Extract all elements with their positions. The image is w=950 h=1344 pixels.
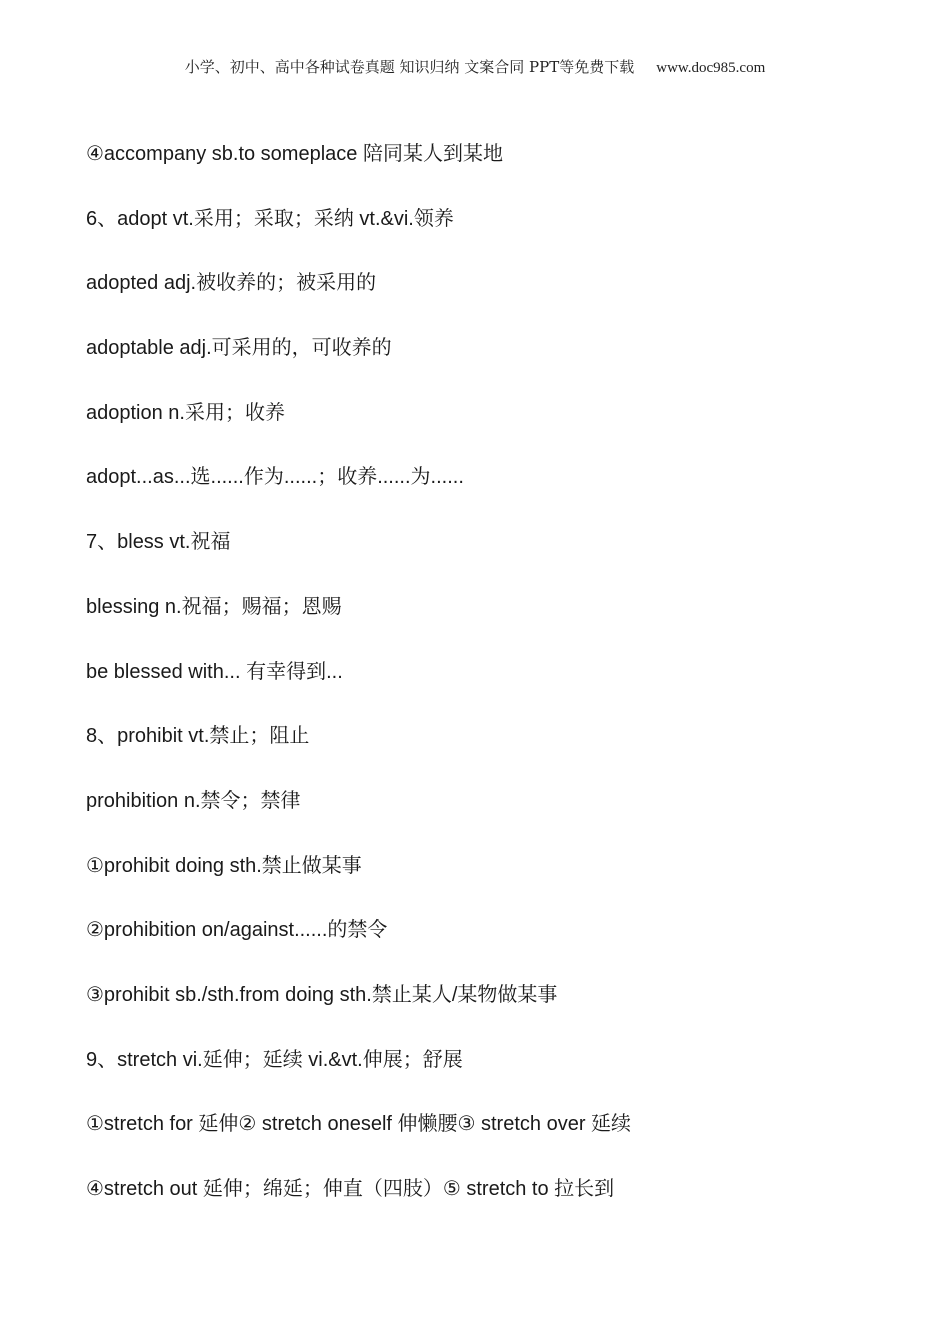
- text-line: ①prohibit doing sth.禁止做某事: [86, 854, 362, 877]
- text-line: adoptable adj.可采用的，可收养的: [86, 337, 392, 360]
- text-line: blessing n.祝福；赐福；恩赐: [86, 595, 342, 618]
- text-line: 6、adopt vt.采用；采取；采纳 vt.&vi.领养: [86, 207, 454, 230]
- text-line: ④stretch out 延伸；绵延；伸直（四肢）⑤ stretch to 拉长到: [86, 1178, 615, 1200]
- text-line: adopted adj.被收养的；被采用的: [86, 272, 377, 295]
- text-line: 7、bless vt.祝福: [86, 531, 231, 554]
- text-line: adoption n.采用；收养: [86, 401, 285, 424]
- text-line: 9、stretch vi.延伸；延续 vi.&vt.伸展；舒展: [86, 1048, 463, 1071]
- header-title: 小学、初中、高中各种试卷真题 知识归纳 文案合同 PPT等免费下载: [184, 58, 635, 76]
- text-line: prohibition n.禁令；禁律: [86, 789, 301, 812]
- text-line: adopt...as...选......作为......；收养......为......: [86, 466, 464, 489]
- page-header: [0, 56, 950, 77]
- text-line: 8、prohibit vt.禁止；阻止: [86, 725, 310, 748]
- text-line: ④accompany sb.to someplace 陪同某人到某地: [86, 143, 503, 165]
- header-url: www.doc985.com: [656, 60, 766, 76]
- document-body: [86, 138, 886, 1238]
- text-line: ②prohibition on/against......的禁令: [86, 919, 388, 942]
- text-line: be blessed with... 有幸得到...: [86, 660, 343, 683]
- text-line: ①stretch for 延伸② stretch oneself 伸懒腰③ stretch over 延续: [86, 1113, 632, 1136]
- text-line: ③prohibit sb./sth.from doing sth.禁止某人/某物做某事: [86, 983, 558, 1006]
